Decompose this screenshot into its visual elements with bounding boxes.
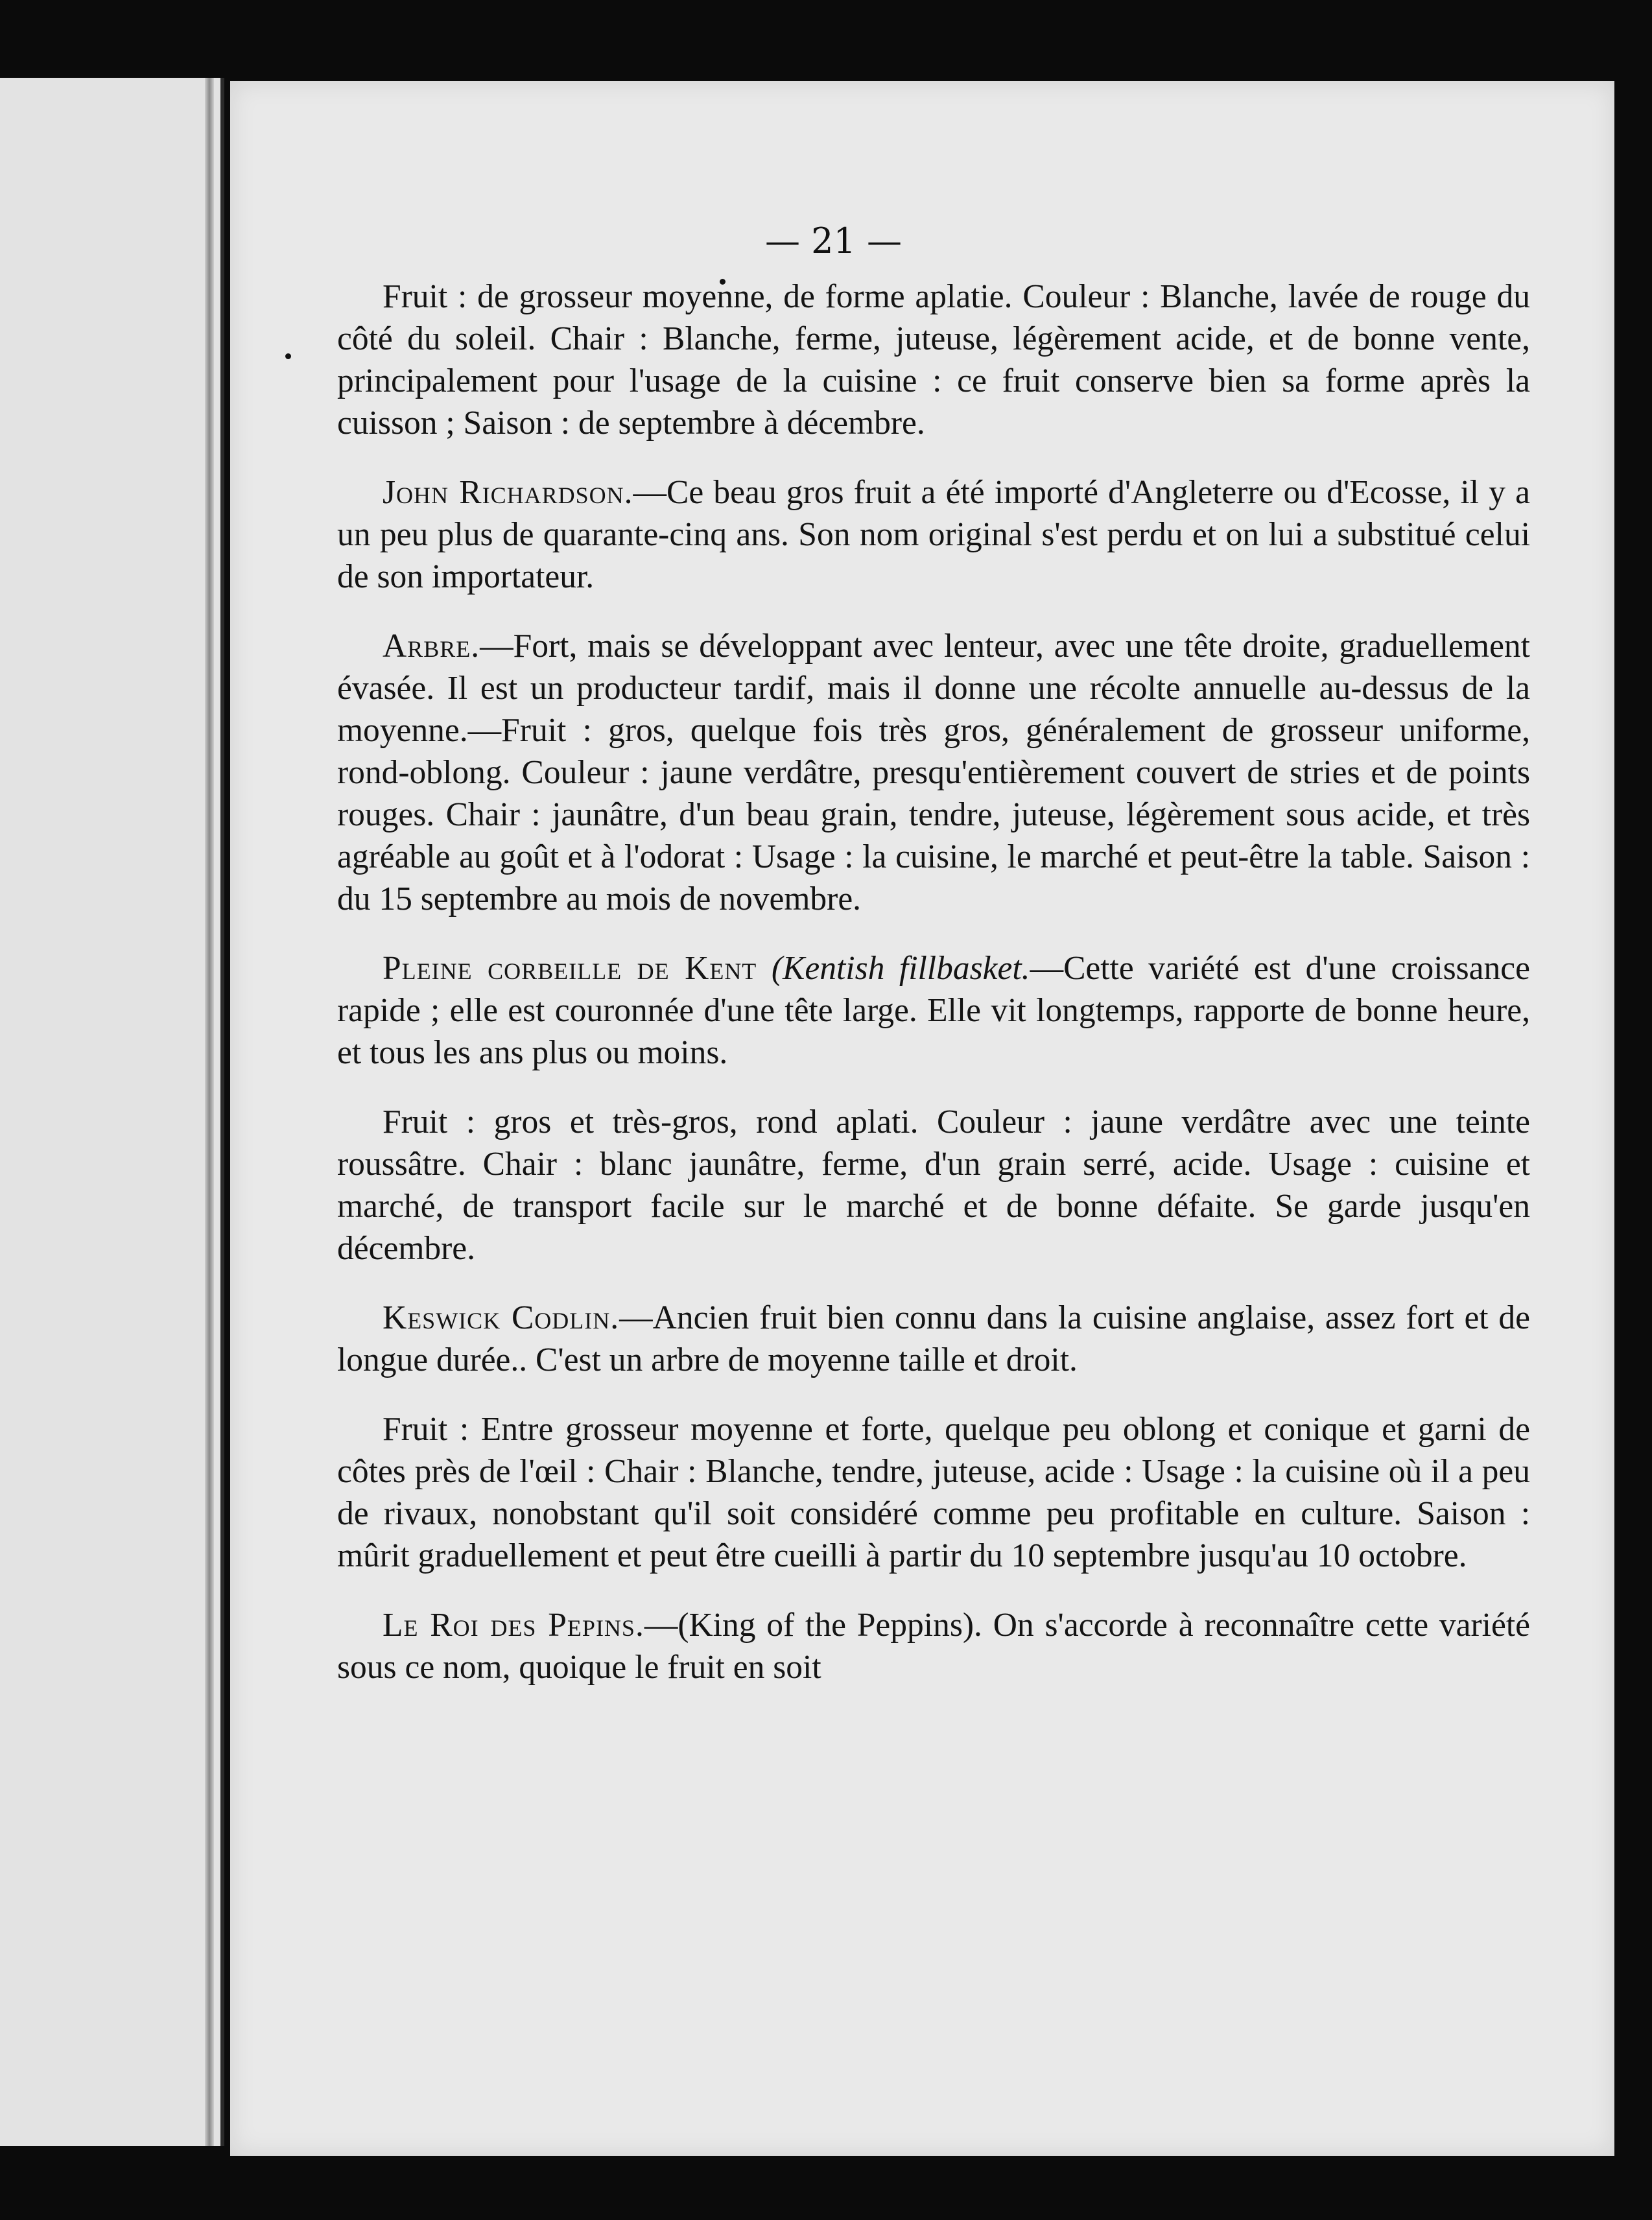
paragraph-5	[337, 1101, 1530, 1269]
paragraph-7	[337, 1408, 1530, 1577]
paragraph-1	[337, 276, 1530, 444]
paragraph-6	[337, 1297, 1530, 1381]
paragraph-text: —Cette variété est d'une croissance rapide ; elle est couronnée d'une tête large. Elle vit longtemps, rapporte de bonne heure, et tous les ans plus ou moins.	[337, 950, 1530, 1071]
variety-name: Le Roi des Pepins.	[383, 1607, 644, 1644]
variety-english-name: (Kentish fillbasket.	[771, 950, 1030, 987]
section-heading: Arbre.	[383, 628, 480, 665]
paragraph-8	[337, 1604, 1530, 1688]
facing-page-edge	[0, 78, 224, 2146]
paragraph-text: Fruit : de grosseur moyenne, de forme aplatie. Couleur : Blanche, lavée de rouge du côté du soleil. Chair : Blanche, ferme, juteuse, légèrement acide, et de bonne vente, principalement pour l'usage de la cuisine : ce fruit conserve bien sa forme après la cuisson ; Saison : de septembre à décembre.	[337, 278, 1530, 442]
paragraph-4	[337, 947, 1530, 1074]
paragraph-text: —Fort, mais se développant avec lenteur, avec une tête droite, graduellement évasée. Il est un producteur tardif, mais il donne une récolte annuelle au-dessus de la moyenne.—Fruit : gros, quelque fois très gros, généralement de grosseur uniforme, rond-oblong. Couleur : jaune verdâtre, presqu'entièrement couvert de stries et de points rouges. Chair : jaunâtre, d'un beau grain, tendre, juteuse, légèrement sous acide, et très agréable au goût et à l'odorat : Usage : la cuisine, le marché et peut-être la table. Saison : du 15 septembre au mois de novembre.	[337, 628, 1530, 917]
variety-name: Keswick Codlin.	[383, 1299, 620, 1336]
paragraph-text: Fruit : gros et très-gros, rond aplati. Couleur : jaune verdâtre avec une teinte roussâtre. Chair : blanc jaunâtre, ferme, d'un grain serré, acide. Usage : cuisine et marché, de transport facile sur le marché et de bonne défaite. Se garde jusqu'en décembre.	[337, 1104, 1530, 1267]
page-number: — 21 —	[765, 220, 903, 261]
paragraph-text: —Ancien fruit bien connu dans la cuisine anglaise, assez fort et de longue durée.. C'est un arbre de moyenne taille et droit.	[337, 1299, 1530, 1378]
paragraph-2	[337, 471, 1530, 598]
ink-speck	[285, 353, 291, 359]
paragraph-3	[337, 625, 1530, 920]
page-body	[337, 276, 1530, 1716]
paragraph-text: —(King of the Peppins). On s'accorde à reconnaître cette variété sous ce nom, quoique le fruit en soit	[337, 1607, 1530, 1686]
variety-name: Pleine corbeille de Kent	[383, 950, 757, 987]
paragraph-text: Fruit : Entre grosseur moyenne et forte, quelque peu oblong et conique et garni de côtes près de l'œil : Chair : Blanche, tendre, juteuse, acide : Usage : la cuisine où il a peu de rivaux, nonobstant qu'il soit considéré comme peu profitable en culture. Saison : mûrit graduellement et peut être cueilli à partir du 10 septembre jusqu'au 10 octobre.	[337, 1411, 1530, 1574]
paragraph-text: —Ce beau gros fruit a été importé d'Angleterre ou d'Ecosse, il y a un peu plus de quarante-cinq ans. Son nom original s'est perdu et on lui a substitué celui de son importateur.	[337, 474, 1530, 595]
variety-name: John Richardson.	[383, 474, 633, 511]
page-fold	[205, 78, 214, 2146]
